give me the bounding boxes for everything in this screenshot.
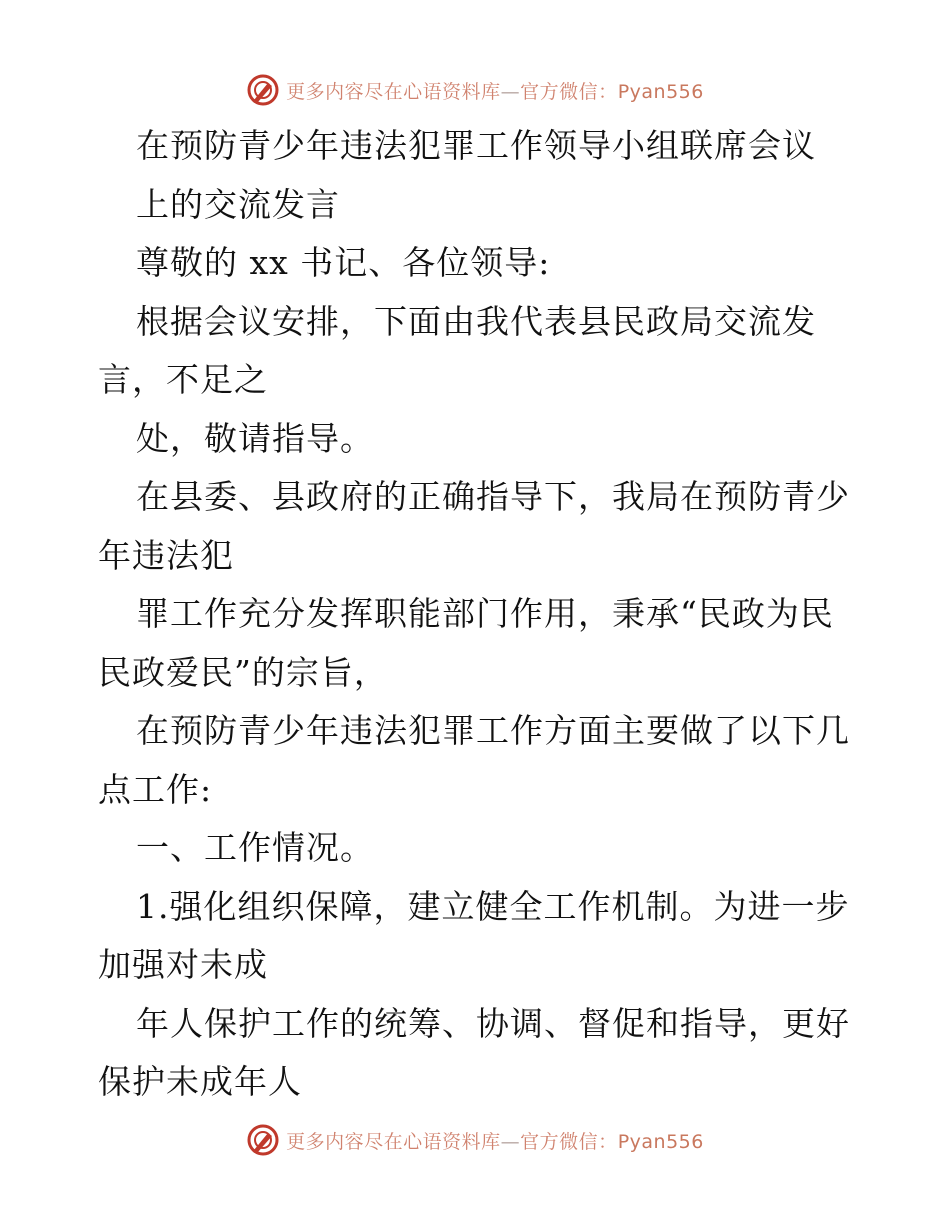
pen-logo-icon (246, 1123, 280, 1157)
footer-watermark (0, 1120, 950, 1160)
paragraph-line: 年人保护工作的统筹、协调、督促和指导，更好 (136, 1003, 850, 1043)
paragraph-line: 根据会议安排，下面由我代表县民政局交流发 (136, 301, 816, 341)
watermark-main: 更多内容尽在心语资料库 (286, 80, 501, 103)
pen-logo-icon (246, 73, 280, 107)
watermark-text (286, 77, 704, 104)
paragraph-line: 在县委、县政府的正确指导下，我局在预防青少 (136, 477, 850, 516)
paragraph-line: 1.强化组织保障，建立健全工作机制。为进一步 (136, 886, 850, 926)
watermark-wechat: 官方微信： (520, 80, 618, 103)
watermark-dash: — (500, 1130, 521, 1153)
paragraph-line: 点工作: (98, 769, 213, 809)
watermark-main: 更多内容尽在心语资料库 (286, 1130, 501, 1153)
watermark-wechat: 官方微信： (520, 1130, 618, 1153)
document-body (98, 117, 858, 1112)
watermark-dash: — (500, 80, 521, 103)
header-watermark (0, 70, 950, 110)
paragraph-line: 在预防青少年违法犯罪工作方面主要做了以下几 (136, 711, 850, 750)
watermark-text (286, 1127, 704, 1154)
paragraph-line: 年违法犯 (98, 535, 234, 575)
paragraph-line: 民政爱民”的宗旨， (98, 652, 388, 692)
section-heading: 一、工作情况。 (136, 828, 374, 867)
salutation: 尊敬的 xx 书记、各位领导: (136, 243, 551, 282)
paragraph-line: 言，不足之 (98, 360, 268, 399)
paragraph-line: 保护未成年人 (98, 1062, 302, 1101)
title-line-2: 上的交流发言 (136, 184, 340, 224)
title-line-1: 在预防青少年违法犯罪工作领导小组联席会议 (136, 126, 816, 165)
paragraph-line: 罪工作充分发挥职能部门作用，秉承“民政为民 (136, 594, 834, 633)
watermark-handle: Pyan556 (617, 1130, 704, 1153)
paragraph-line: 加强对未成 (98, 945, 268, 984)
paragraph-line: 处，敬请指导。 (136, 418, 374, 458)
watermark-handle: Pyan556 (617, 80, 704, 103)
